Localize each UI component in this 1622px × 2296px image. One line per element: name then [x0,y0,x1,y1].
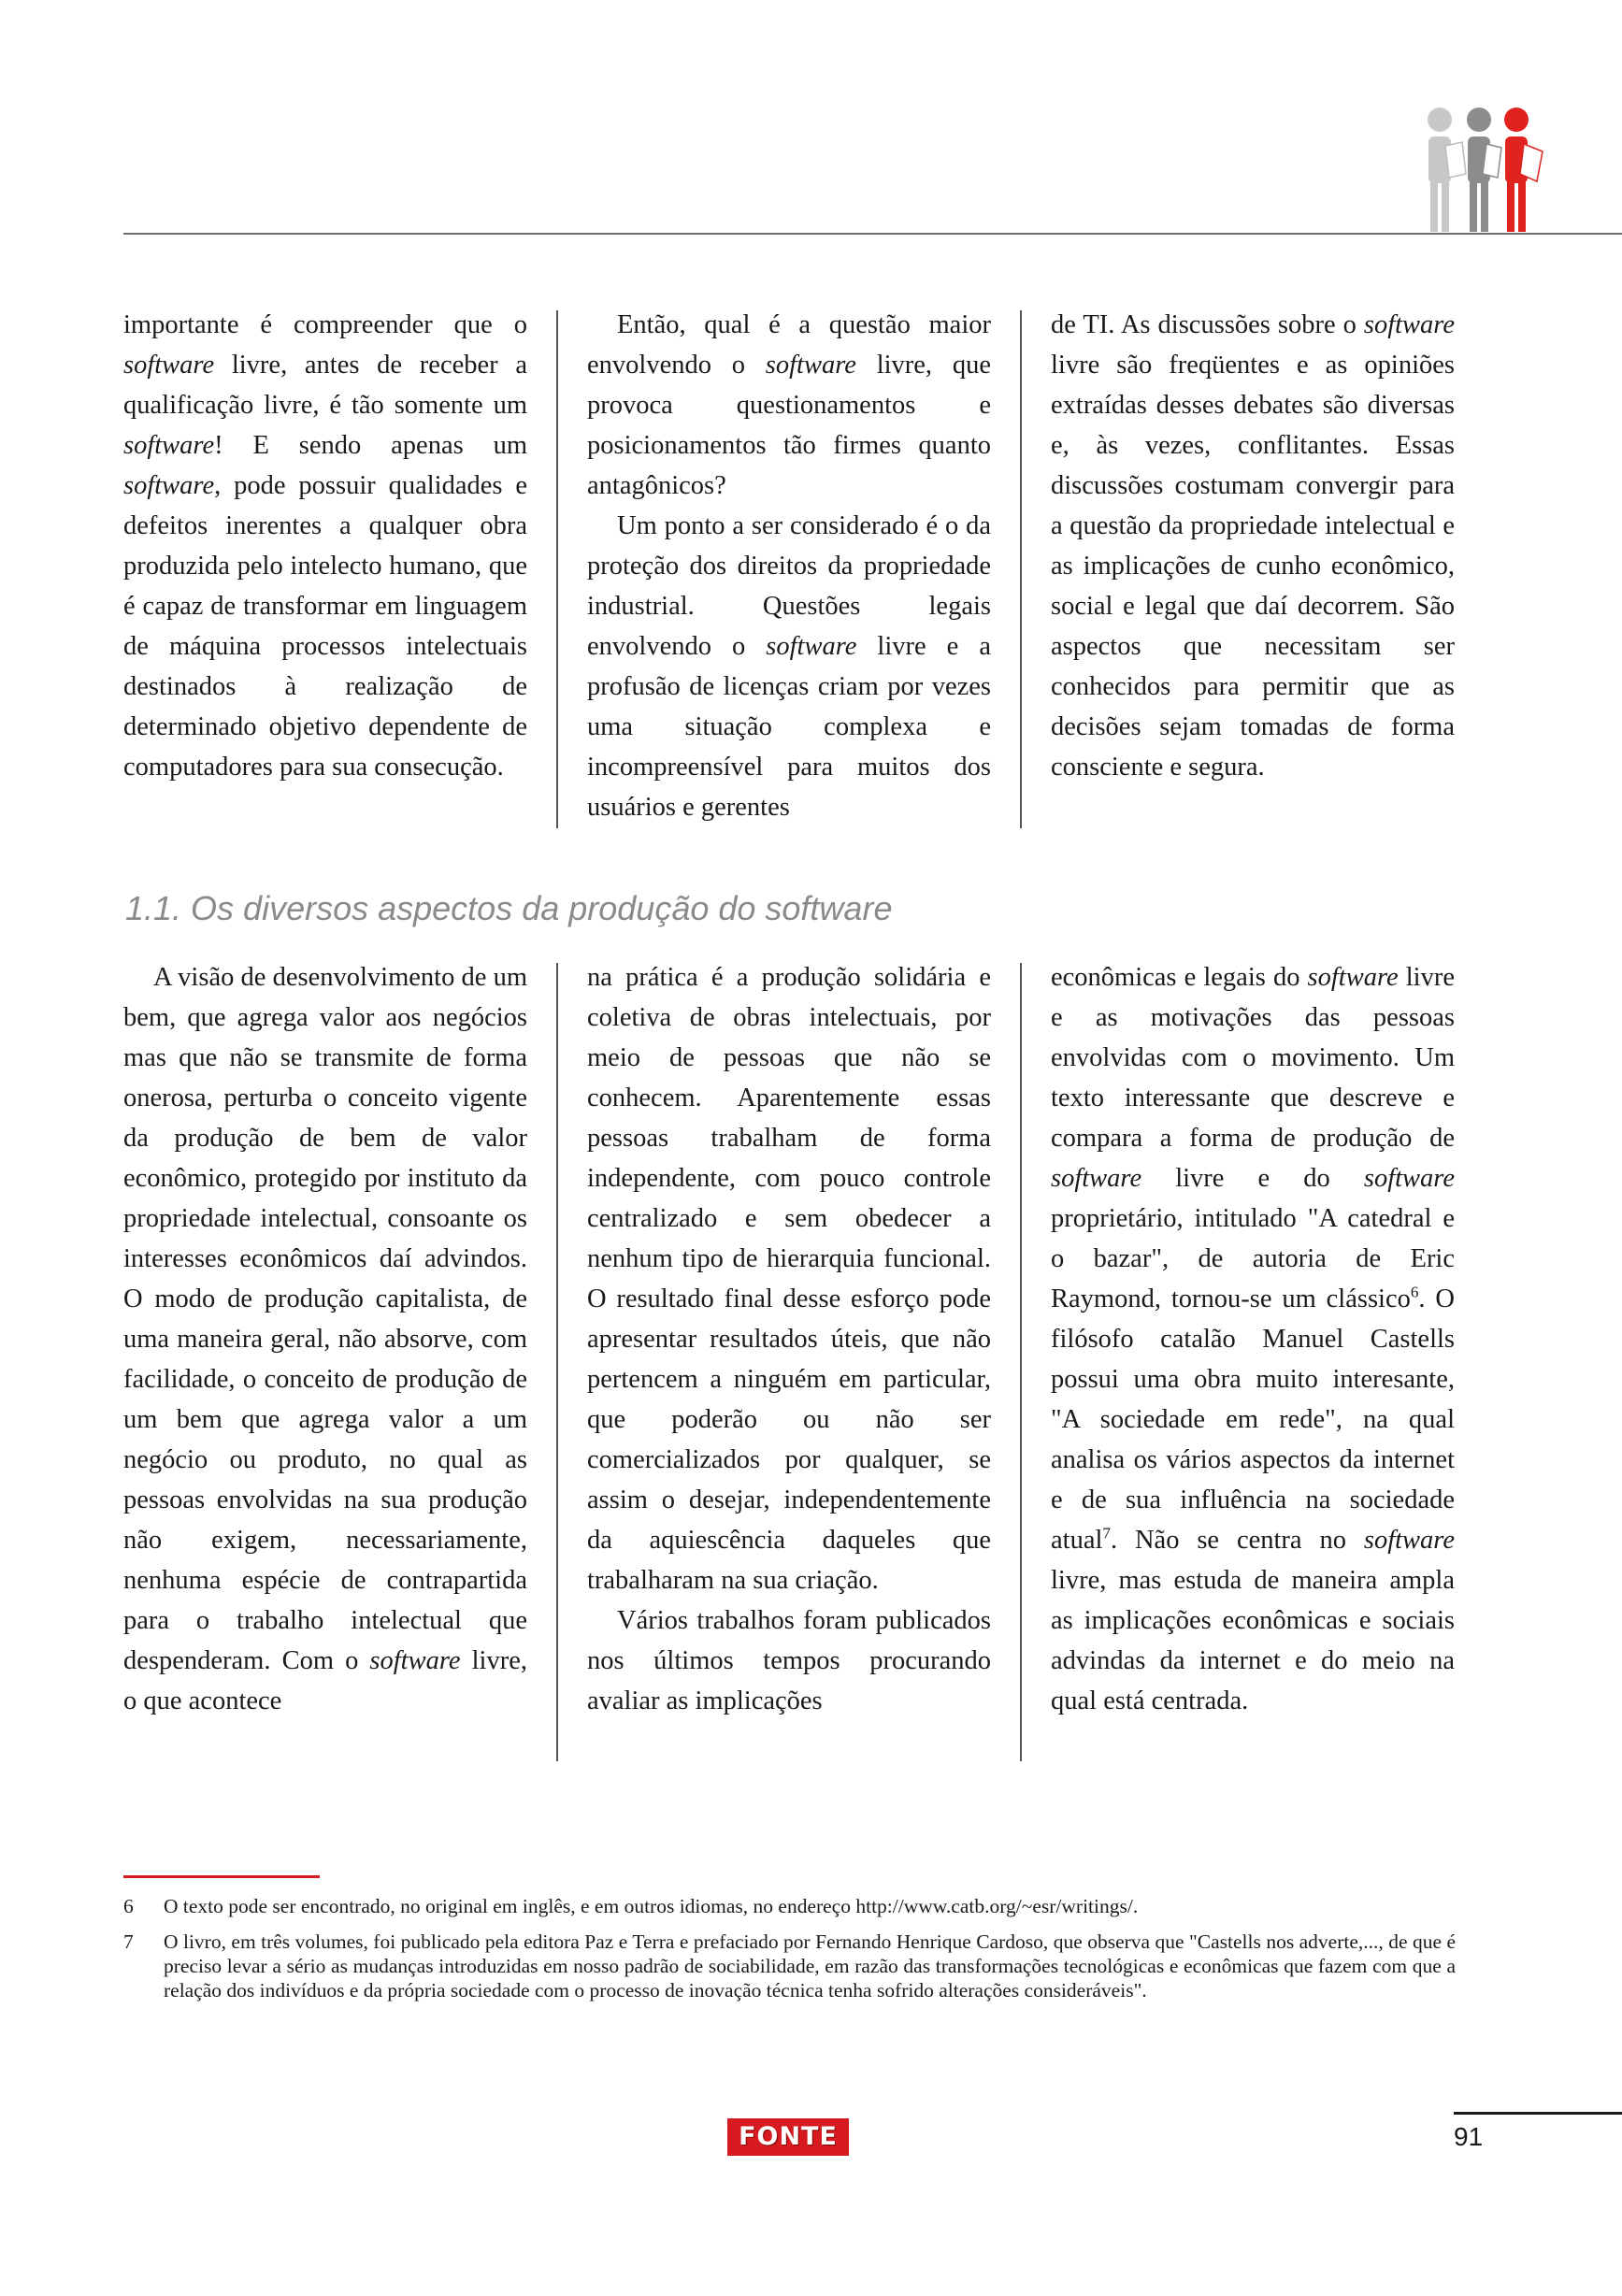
text-run: livre e do [1141,1164,1364,1193]
header-rule [123,233,1622,235]
column-divider [556,310,558,828]
text-run: livre são freqüentes e as opiniões extraídas desses debates são diversas e, às vezes, conflitantes. Essas discussões costumam convergir para a questão da propriedade intelectual e as implicações de cunho econômico, social e legal que daí decorrem. São aspectos que necessitam ser conhecidos para permitir que as decisões sejam tomadas de forma consciente e segura. [1051,351,1455,782]
column-divider [1020,963,1022,1761]
text-run: . Não se centra no [1110,1526,1364,1555]
text-run: , pode possuir qualidades e defeitos inerentes a qualquer obra produzida pelo intelecto humano, que é capaz de transformar em linguagem de máquina processos intelectuais destinados à realização de determinado objetivo dependente de computadores para sua consecução. [123,471,527,782]
footnote-text: O livro, em três volumes, foi publicado pela editora Paz e Terra e prefaciado por Fernando Henrique Cardoso, que observa que "Castells nos adverte,..., de que é preciso levar a sério as mudanças introduzidas em nosso padrão de sociabilidade, em razão das transformações tecnológicas e econômicas que fazem com que a relação dos indivíduos e da própria sociedade com o processo de inovação técnica tenha sofrido alterações consideráveis". [164,1930,1456,2002]
text-run: de TI. As discussões sobre o [1051,310,1364,339]
italic-term: software [765,351,856,380]
paragraph [587,957,991,1600]
italic-term: software [123,351,215,380]
text-run: Então, qual é a questão maior envolvendo o [587,310,991,380]
footnote-6 [123,1894,1456,1918]
text-run: livre, antes de receber a qualificação livre, é tão somente um [123,351,527,420]
text-run: importante é compreender que o [123,310,527,339]
section-title: 1.1. Os diversos aspectos da produção do software [125,889,893,927]
text-run: A visão de desenvolvimento de um bem, que agrega valor aos negócios mas que não se transmite de forma onerosa, perturba o conceito vigente da produção de bem de valor econômico, protegido por instituto da propriedade intelectual, consoante os interesses econômicos daí advindos. O modo de produção capitalista, de uma maneira geral, não absorve, com facilidade, o conceito de produção de um bem que agrega valor a um negócio ou produto, no qual as pessoas envolvidas na sua produção não exigem, necessariamente, nenhuma espécie de contrapartida para o trabalho intelectual que despenderam. Com o [123,963,527,1675]
text-run: na prática é a produção solidária e coletiva de obras intelectuais, por meio de pessoas que não se conhecem. Aparentemente essas pessoas trabalham de forma independente, com pouco controle centralizado e sem obedecer a nenhum tipo de hierarquia funcional. O resultado final desse esforço pode apresentar resultados úteis, que não pertencem a ninguém em particular, que poderão ou não ser comercializados por qualquer, se assim o desejar, independentemente da aquiescência daqueles que trabalharam na sua criação. [587,963,991,1595]
text-run: . O filósofo catalão Manuel Castells possui uma obra muito interesante, "A sociedade em rede", na qual analisa os vários aspectos da internet e de sua influência na sociedade atual [1051,1284,1455,1555]
text-run: livre, que provoca questionamentos e posicionamentos tão firmes quanto antagônicos? [587,351,991,500]
italic-term: software [123,471,215,500]
page-number: 91 [1454,2122,1484,2151]
footnote-rule [123,1875,320,1878]
footnote-ref: 6 [1410,1283,1419,1301]
text-run: ! E sendo apenas um [214,431,527,460]
italic-term: software [123,431,215,460]
italic-term: software [1363,1164,1455,1193]
italic-term: software [1307,963,1399,992]
bottom-column-2 [587,957,991,1721]
paragraph [587,1600,991,1721]
footnote-7 [123,1930,1456,2002]
text-run: econômicas e legais do [1051,963,1308,992]
top-column-2 [587,305,991,827]
footnote-number: 7 [123,1930,134,1953]
text-run: proprietário, intitulado "A catedral e o bazar", de autoria de Eric Raymond, tornou-se um clássico [1051,1204,1455,1313]
footnote-text: O texto pode ser encontrado, no original em inglês, e em outros idiomas, no endereço http://www.catb.org/~esr/writings/. [164,1895,1139,1917]
bottom-column-1 [123,957,527,1721]
paragraph [587,506,991,827]
text-run: livre, mas estuda de maneira ampla as implicações econômicas e sociais advindas da internet e do meio na qual está centrada. [1051,1566,1455,1715]
page-number-rule [1454,2112,1622,2115]
top-column-1 [123,305,527,787]
text-run: livre e as motivações das pessoas envolvidas com o movimento. Um texto interessante que descreve e compara a forma de produção de [1051,963,1455,1153]
paragraph [123,305,527,787]
fonte-badge: FONTE [727,2118,849,2156]
paragraph [1051,957,1455,1721]
italic-term: software [1363,310,1455,339]
text-run: livre, o que acontece [123,1646,527,1715]
paragraph [587,305,991,506]
bottom-column-3 [1051,957,1455,1721]
column-divider [556,963,558,1761]
text-run: Vários trabalhos foram publicados nos últimos tempos procurando avaliar as implicações [587,1606,991,1715]
three-people-figures-icon [1412,101,1552,234]
footnote-number: 6 [123,1895,134,1917]
footnote-ref: 7 [1102,1524,1111,1543]
italic-term: software [1051,1164,1142,1193]
text-run: Um ponto a ser considerado é o da proteção dos direitos da propriedade industrial. Questões legais envolvendo o [587,511,991,661]
italic-term: software [766,632,857,661]
italic-term: software [1363,1526,1455,1555]
top-column-3 [1051,305,1455,787]
paragraph [1051,305,1455,787]
text-run: livre e a profusão de licenças criam por vezes uma situação complexa e incompreensível para muitos dos usuários e gerentes [587,632,992,822]
italic-term: software [369,1646,461,1675]
column-divider [1020,310,1022,828]
paragraph [123,957,527,1721]
